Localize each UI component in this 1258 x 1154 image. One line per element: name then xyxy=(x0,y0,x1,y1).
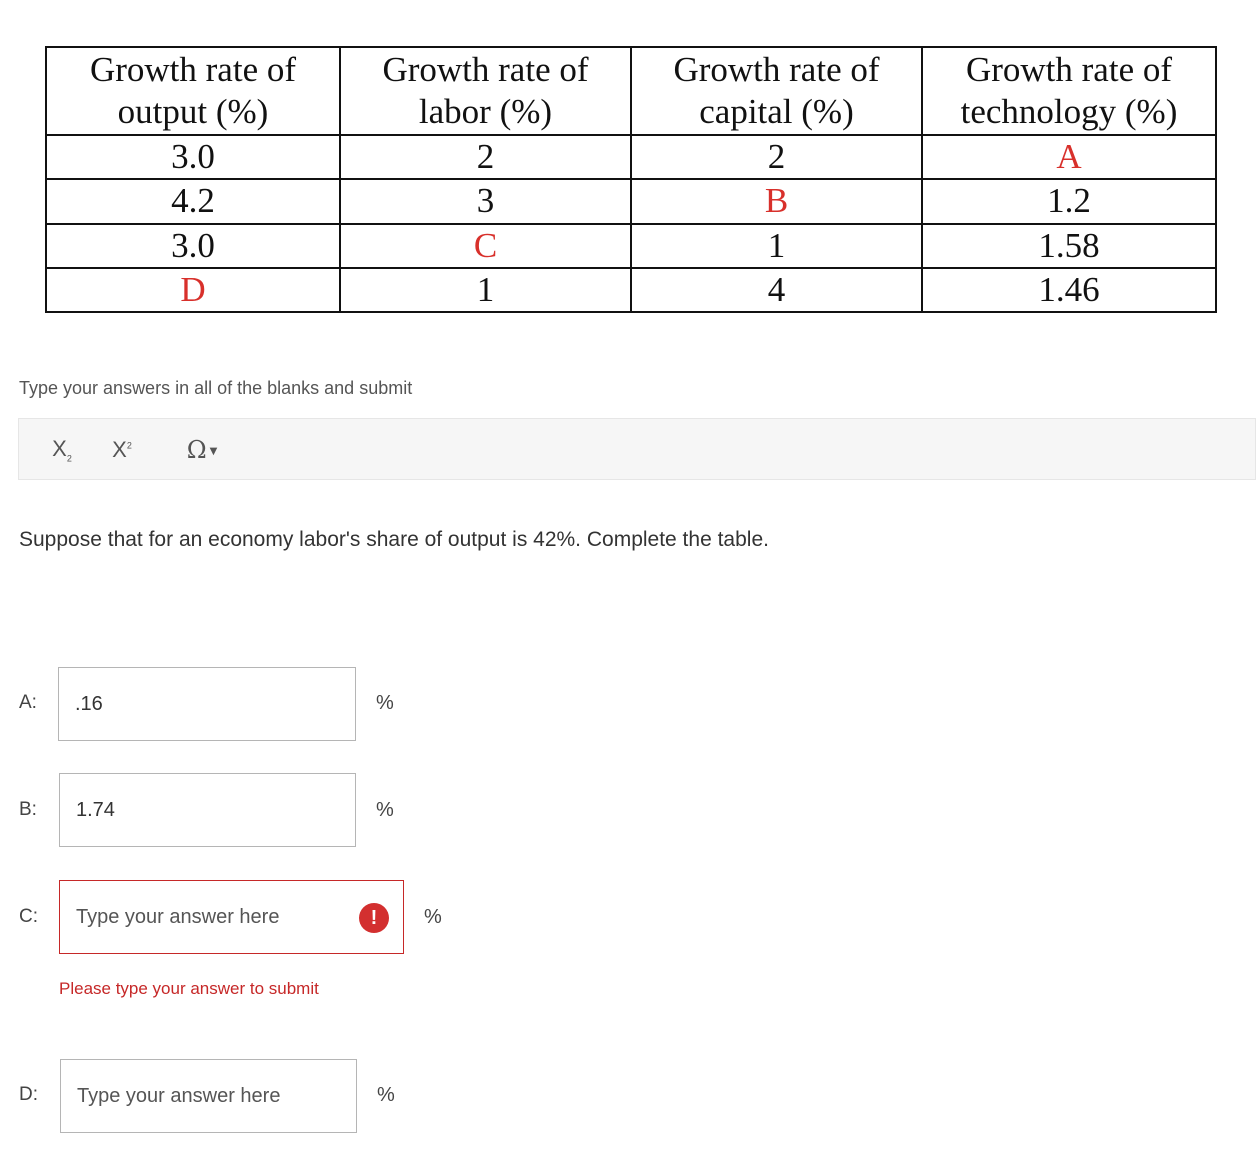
formatting-toolbar xyxy=(18,418,1256,480)
header-labor-line2: labor (%) xyxy=(418,92,553,131)
table-cell: 2 xyxy=(631,135,922,179)
table-row xyxy=(46,135,1216,179)
header-technology xyxy=(922,47,1216,135)
header-labor-line1: Growth rate of xyxy=(382,50,589,89)
header-technology-line1: Growth rate of xyxy=(965,50,1173,89)
table-cell: 3.0 xyxy=(46,135,340,179)
special-characters-button[interactable] xyxy=(175,433,229,467)
table-cell: 3.0 xyxy=(46,224,340,268)
answer-c-input[interactable] xyxy=(59,880,404,954)
table-cell: 1.58 xyxy=(922,224,1216,268)
table-cell: 4 xyxy=(631,268,922,312)
answer-b-unit: % xyxy=(376,799,394,821)
table-cell: 1 xyxy=(340,268,631,312)
subscript-button[interactable] xyxy=(47,433,77,467)
answer-b-label: B: xyxy=(19,799,37,820)
instruction-text: Type your answers in all of the blanks and submit xyxy=(19,378,413,398)
table-row xyxy=(46,224,1216,268)
answer-d-unit: % xyxy=(377,1084,395,1106)
header-output-line2: output (%) xyxy=(117,92,269,131)
answer-a-unit: % xyxy=(376,692,394,714)
table-cell-variable-d: D xyxy=(46,268,340,312)
answer-d-input[interactable] xyxy=(60,1059,357,1133)
header-capital-line1: Growth rate of xyxy=(673,50,880,89)
table-row xyxy=(46,268,1216,312)
superscript-mark: 2 xyxy=(126,440,132,451)
table-cell-variable-b: B xyxy=(631,179,922,223)
table-cell: 2 xyxy=(340,135,631,179)
superscript-icon xyxy=(112,437,132,462)
answer-b-input[interactable] xyxy=(59,773,356,847)
header-technology-line2: technology (%) xyxy=(960,92,1178,131)
header-labor xyxy=(340,47,631,135)
subscript-icon xyxy=(52,436,72,464)
answer-a-label: A: xyxy=(19,692,37,713)
table-cell: 1.2 xyxy=(922,179,1216,223)
table-cell: 3 xyxy=(340,179,631,223)
table-row xyxy=(46,179,1216,223)
table-cell: 1 xyxy=(631,224,922,268)
table-cell-variable-c: C xyxy=(340,224,631,268)
answer-c-unit: % xyxy=(424,906,442,928)
subscript-letter: X xyxy=(52,436,67,462)
error-icon: ! xyxy=(359,903,389,933)
header-output xyxy=(46,47,340,135)
table-header-row xyxy=(46,47,1216,135)
subscript-mark: 2 xyxy=(66,453,72,464)
growth-rate-table xyxy=(45,46,1217,313)
table-cell-variable-a: A xyxy=(922,135,1216,179)
answer-d-label: D: xyxy=(19,1084,38,1105)
answer-a-input[interactable] xyxy=(58,667,356,741)
answer-c-label: C: xyxy=(19,906,38,927)
caret-down-icon: ▼ xyxy=(209,446,218,457)
superscript-letter: X xyxy=(112,437,127,462)
header-capital-line2: capital (%) xyxy=(699,92,854,131)
table-cell: 1.46 xyxy=(922,268,1216,312)
header-output-line1: Growth rate of xyxy=(89,50,297,89)
omega-icon: Ω xyxy=(186,436,207,464)
table-cell: 4.2 xyxy=(46,179,340,223)
header-capital xyxy=(631,47,922,135)
question-text: Suppose that for an economy labor's share of output is 42%. Complete the table. xyxy=(19,528,769,551)
answer-c-error-message: Please type your answer to submit xyxy=(59,979,319,998)
superscript-button[interactable] xyxy=(107,433,137,467)
